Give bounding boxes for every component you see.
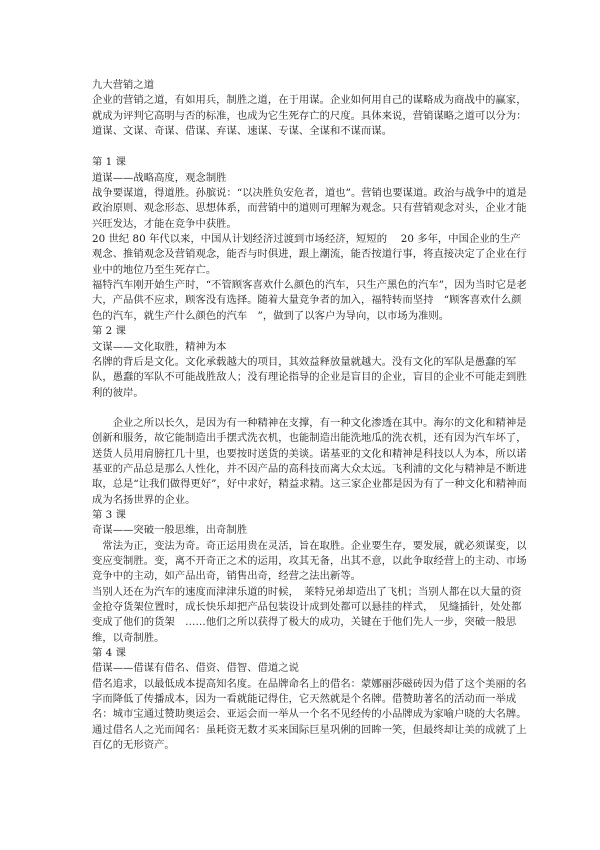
- spacer: [92, 139, 528, 155]
- lesson-2-paragraph-1: 名牌的背后是文化。文化承载越大的项目，其效益释放量就越大。没有文化的军队是愚蠢的军队，愚蠢的军队不可能战胜敌人；没有理论指导的企业是盲目的企业，盲目的企业不可能走到胜利的彼岸。: [92, 355, 527, 399]
- document-title: 九大营销之道: [92, 79, 155, 91]
- lesson-3-heading: 第 3 课: [92, 508, 126, 521]
- document-body: [92, 78, 528, 753]
- lesson-4-paragraph-1: 借名追求，以最低成本提高知名度。在品牌命名上的借名：蒙娜丽莎磁砖因为借了这个美丽的名字而降低了传播成本，因为一看就能记得住，它天然就是个名牌。借赞助著名的活动而一举成名：城市宝通过赞助奥运会、亚运会而一举从一个名不见经传的小品牌成为家喻户晓的大名牌。通过借名人之光而闻名：虽耗资无数才买来国际巨星巩俐的回眸一笑，但最终却让美的成就了上百亿的无形资产。: [92, 677, 527, 752]
- lesson-1-paragraph-3: 福特汽车刚开始生产时，“不管顾客喜欢什么颜色的汽车，只生产黑色的汽车”，因为当时它是老大，产品供不应求，顾客没有选择。随着大量竞争者的加入，福特转而坚持 “顾客喜欢什么颜色的汽车，就生产什么颜色的汽车 ”，做到了以客户为导向，以市场为准则。: [92, 279, 527, 322]
- lesson-3-paragraph-2: 当别人还在为汽车的速度而津津乐道的时候， 莱特兄弟却造出了飞机；当别人都在以大量的资金抢夺货架位置时，成长快乐却把产品包装设计成到处都可以悬挂的样式， 见缝插针，处处都变成了他们的货架 ……他们之所以获得了极大的成功，关键在于他们先人一步，突破一般思维，以奇制胜。: [92, 585, 522, 644]
- intro-paragraph: 企业的营销之道，有如用兵，制胜之道，在于用谋。企业如何用自己的谋略成为商战中的赢家，就成为评判它高明与否的标准，也成为它生死存亡的尺度。具体来说，营销谋略之道可以分为：道谋、文谋、奇谋、借谋、弃谋、速谋、专谋、全谋和不谋而谋。: [92, 94, 527, 138]
- lesson-2-subtitle: 文谋——文化取胜，精神为本: [92, 340, 227, 353]
- lesson-1-subtitle: 道谋——战略高度，观念制胜: [92, 171, 227, 184]
- lesson-4-heading: 第 4 课: [92, 647, 126, 660]
- lesson-2-heading: 第 2 课: [92, 325, 126, 338]
- lesson-2-paragraph-2: 企业之所以长久，是因为有一种精神在支撑，有一种文化渗透在其中。海尔的文化和精神是创新和服务，故它能制造出手摆式洗衣机，也能制造出能洗地瓜的洗衣机，还有因为汽车坏了，送货人员用肩膀扛几十里，也要按时送货的美谈。诺基亚的文化和精神是科技以人为本，所以诺基亚的产品总是那么人性化，并不因产品的高科技而离大众太远。飞利浦的文化与精神是不断进取，总是“让我们做得更好”，好中求好，精益求精。这三家企业都是因为有了一种文化和精神而成为名扬世界的企业。: [92, 416, 527, 506]
- lesson-3-subtitle: 奇谋——突破一般思维，出奇制胜: [92, 524, 248, 537]
- lesson-4-subtitle: 借谋——借谋有借名、借资、借智、借道之说: [92, 662, 299, 675]
- lesson-3-paragraph-1: 常法为正，变法为奇。奇正运用贵在灵活，旨在取胜。企业要生存，要发展，就必须谋变，以变应变制胜。变，离不开奇正之术的运用，攻其无备，出其不意，以此争取经营上的主动、市场竞争中的主动，如产品出奇，销售出奇，经营之法出新等。: [92, 539, 527, 583]
- lesson-1-paragraph-1: 战争要谋道，得道胜。孙膑说：“以决胜负安危者，道也”。营销也要谋道。政治与战争中的道是政治原则、观念形态、思想体系，而营销中的道则可理解为观念。只有营销观念对头，企业才能兴旺发达，才能在竞争中获胜。: [92, 187, 527, 230]
- lesson-1-paragraph-2: 20 世纪 80 年代以来，中国从计划经济过渡到市场经济，短短的 20 多年，中国企业的生产观念、推销观念及营销观念，能否与时俱进，跟上潮流，能否按道行事，将直接决定了企业在行业中的地位乃至生死存亡。: [92, 233, 527, 276]
- lesson-1-heading: 第 1 课: [92, 156, 126, 169]
- spacer: [92, 401, 528, 416]
